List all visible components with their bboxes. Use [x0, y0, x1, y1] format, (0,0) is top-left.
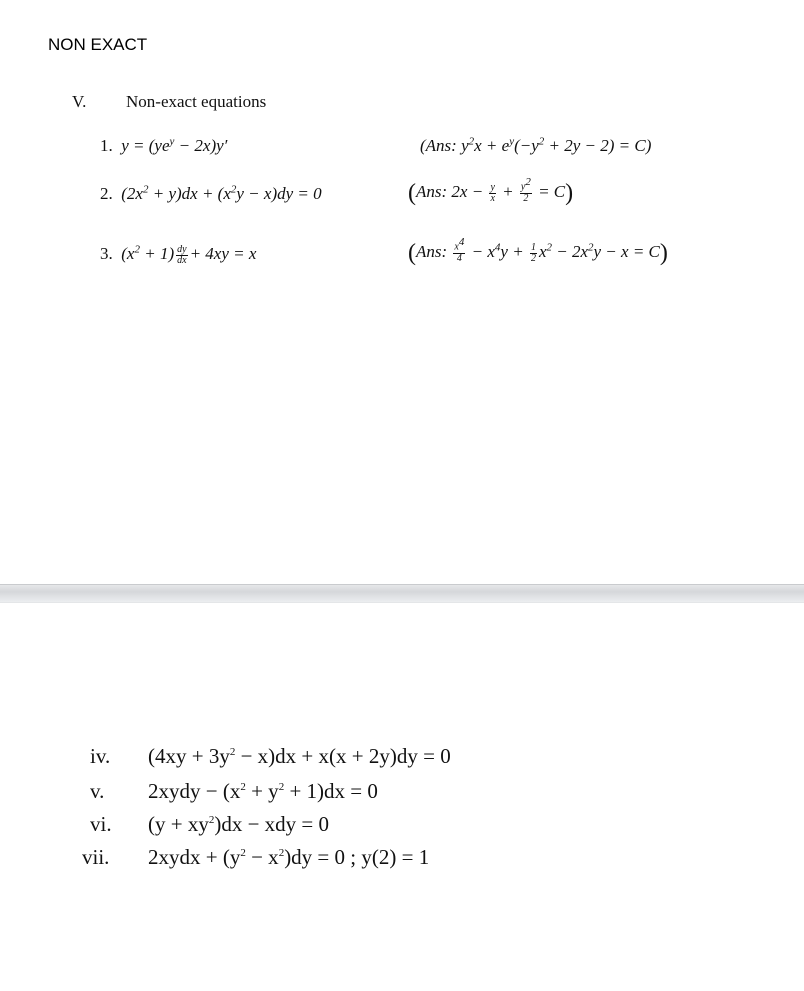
equation-text: $(x^2 + 1)$ $\frac{dy}{dx}$ + 4xy = x	[121, 243, 257, 266]
page-title: NON EXACT	[48, 35, 148, 54]
lower-problem-numeral: iv.	[90, 744, 111, 768]
section-title: Non-exact equations	[126, 92, 267, 111]
section-numeral: V.	[72, 92, 87, 111]
lower-problem-equation: $(y + xy^2)dx$ − xdy = 0	[148, 812, 330, 836]
problem-2-equation	[100, 184, 322, 204]
problem-number: 3.	[100, 244, 113, 263]
lower-problem-equation: 2xydx + $(y^2 - x^2)dy = 0$ ; y(2) = 1	[148, 845, 430, 869]
equation-text: $y = (ye^y - 2x)y'$	[121, 135, 228, 155]
problem-number: 2.	[100, 184, 113, 203]
lower-problem-numeral: v.	[90, 779, 105, 803]
problem-1-answer: (Ans: $y^2x + e^y(-y^2 + 2y - 2) = C$)	[420, 135, 652, 155]
problem-3-equation	[100, 244, 256, 266]
problem-number: 1.	[100, 136, 113, 155]
lower-problem-equation: 2xydy − $(x^2 + y^2 + 1)dx = 0$	[148, 779, 378, 803]
lower-problem-numeral: vi.	[90, 812, 112, 836]
lower-problem-numeral: vii.	[82, 845, 110, 869]
problem-2-answer: (Ans: 2x − $\frac{y}{x}$ + $\frac{y^2}{2}$ = C)	[408, 176, 574, 206]
problem-3-answer: (Ans: $\frac{x^4}{4}$ − $x^4y$ + $\frac{1}{2}$ $x^2 - 2x^2y - x = C$)	[408, 236, 668, 266]
lower-problem-equation: $(4xy + 3y^2 - x)dx + x(x + 2y)dy = 0$	[148, 744, 451, 768]
equation-text: $(2x^2 + y)dx + (x^2y - x)dy = 0$	[121, 183, 322, 203]
page-divider	[0, 584, 804, 603]
problem-1-equation	[100, 136, 227, 156]
